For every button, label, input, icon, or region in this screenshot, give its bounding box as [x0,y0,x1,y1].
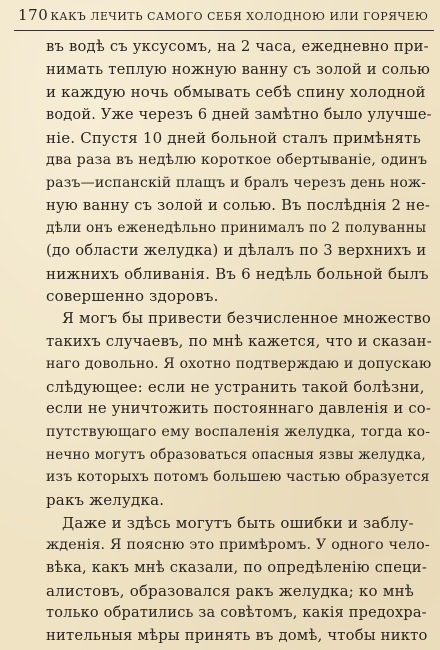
text-line: (до области желудка) и дѣлалъ по 3 верхнихъ и [46,241,427,259]
text-line: нимать теплую ножную ванну съ золой и солью [46,60,431,78]
text-line: совершенно здоровъ. [46,287,219,306]
text-line: такихъ случаевъ, по мнѣ кажется, что и сказан- [46,332,432,350]
text-line: жденія. Я поясню это примѣромъ. У одного чело- [46,537,430,554]
text-line: если не уничтожить постояннаго давленія и со- [46,400,432,418]
text-line: и каждую ночь обмывать себѣ спину холодной [46,83,426,102]
text-line: наго довольно. Я охотно подтверждаю и допускаю [46,356,432,373]
text-line: вѣка, какъ мнѣ сказали, по опредѣленію специ- [46,559,428,577]
text-line: ную ванну съ золой и солью. Въ послѣднія 2 не- [46,196,431,214]
text-line: алистовъ, образовался ракъ желудка; ко мнѣ [46,581,415,600]
text-line: дѣли онъ еженедѣльно принималъ по 2 полуванны [46,220,427,237]
text-line: изъ которыхъ потомъ большею частью образуется [46,469,430,486]
text-line: въ водѣ съ уксусомъ, на 2 часа, ежедневно при- [46,38,429,55]
text-line: слѣдующее: если не устранить такой болѣзни, [46,377,425,396]
paragraph-first-line: Я могъ бы привести безчисленное множество [62,309,431,327]
text-line: водой. Уже черезъ 6 дней замѣтно было улучше- [46,106,432,123]
running-head: КАКЪ ЛЕЧИТЬ САМОГО СЕБЯ ХОЛОДНОЮ ИЛИ ГОРЯЧЕЮ [50,10,429,23]
text-line: разъ—испанскій плащъ и бралъ черезъ день нож- [46,174,427,191]
text-line: только обратились за совѣтомъ, какія предохра- [46,605,427,622]
text-line: ракъ желудка. [46,491,165,510]
paragraph-first-line: Даже и здѣсь могутъ быть ошибки и заблу- [62,513,414,532]
text-line: путствующаго ему воспаленія желудка, тогда ко- [46,424,431,441]
text-line: нительныя мѣры принять въ домѣ, чтобы никто [46,627,428,644]
text-line: два раза въ недѣлю короткое обертываніе, одинъ [46,152,428,169]
text-line: ніе. Спустя 10 дней больной сталъ примѣнять [46,128,422,147]
text-line: нечно могутъ образоваться опасныя язвы желудка, [46,446,426,463]
text-line: нижнихъ обливанія. Въ 6 недѣль больной былъ [46,264,429,283]
page-number: 170 [18,6,49,24]
